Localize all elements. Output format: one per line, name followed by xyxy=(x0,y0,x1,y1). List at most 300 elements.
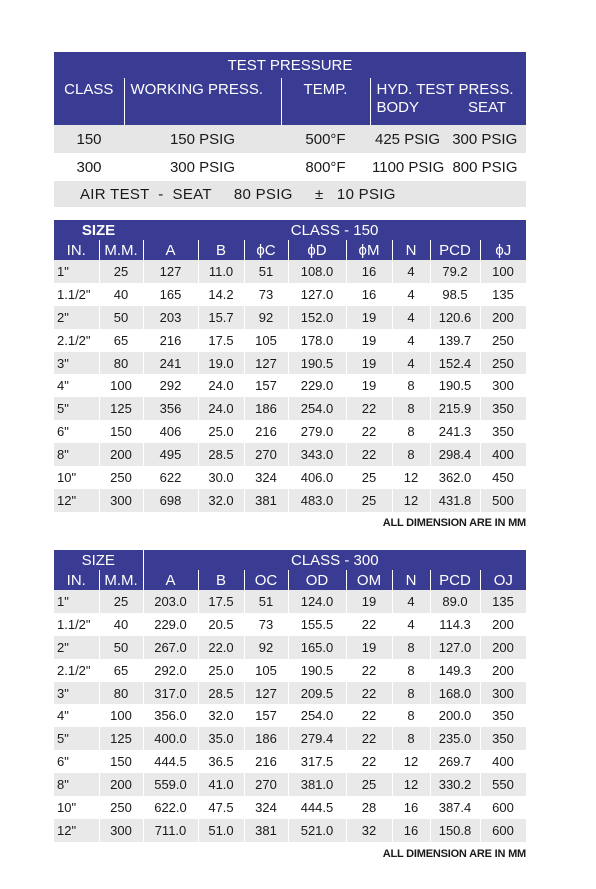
table-cell: 125 xyxy=(99,727,143,750)
table-cell: 139.7 xyxy=(430,329,480,352)
table-cell: 25 xyxy=(99,260,143,283)
table-cell: 4 xyxy=(392,260,430,283)
table-cell: 80 xyxy=(99,352,143,375)
table-cell: 65 xyxy=(99,659,143,682)
table-cell: 229.0 xyxy=(288,374,346,397)
table-cell: 215.9 xyxy=(430,397,480,420)
table-cell: 8 xyxy=(392,420,430,443)
table-cell: 381 xyxy=(244,489,288,512)
table-cell: 30.0 xyxy=(198,466,244,489)
table-cell: 35.0 xyxy=(198,727,244,750)
table-cell: 108.0 xyxy=(288,260,346,283)
column-header: A xyxy=(143,240,198,260)
table-cell: 270 xyxy=(244,443,288,466)
table-cell: 8 xyxy=(392,704,430,727)
table-cell: 22 xyxy=(346,727,392,750)
table-cell: 135 xyxy=(480,283,526,306)
tp-class: 300 xyxy=(54,153,124,181)
air-test-text: AIR TEST - SEAT 80 PSIG ± 10 PSIG xyxy=(80,185,396,203)
table-cell: 32.0 xyxy=(198,704,244,727)
table-cell: 22 xyxy=(346,397,392,420)
table-cell: 4 xyxy=(392,283,430,306)
table-cell: 10" xyxy=(54,466,99,489)
table-cell: 105 xyxy=(244,659,288,682)
table-cell: 483.0 xyxy=(288,489,346,512)
test-pressure-header-row xyxy=(54,78,526,125)
hyd-seat-header: SEAT xyxy=(467,99,507,116)
column-header: M.M. xyxy=(99,240,143,260)
table-row xyxy=(54,796,526,819)
tp-working: 150 PSIG xyxy=(124,125,281,153)
table-cell: 20.5 xyxy=(198,613,244,636)
table-cell: 19 xyxy=(346,306,392,329)
table-cell: 8" xyxy=(54,773,99,796)
table-cell: 500 xyxy=(480,489,526,512)
table-cell: 25.0 xyxy=(198,659,244,682)
table-cell: 200 xyxy=(480,636,526,659)
column-header: N xyxy=(392,570,430,590)
table-cell: 36.5 xyxy=(198,750,244,773)
column-header: A xyxy=(143,570,198,590)
table-cell: 356 xyxy=(143,397,198,420)
table-cell: 150 xyxy=(99,750,143,773)
table-cell: 8" xyxy=(54,443,99,466)
table-cell: 4" xyxy=(54,374,99,397)
table-cell: 235.0 xyxy=(430,727,480,750)
test-pressure-title-row xyxy=(54,52,526,78)
table-row xyxy=(54,420,526,443)
table-cell: 200 xyxy=(480,306,526,329)
table-cell: 32.0 xyxy=(198,489,244,512)
class-label: CLASS - 150 xyxy=(290,221,379,239)
column-header: B xyxy=(198,240,244,260)
table-cell: 2" xyxy=(54,306,99,329)
table-cell: 622 xyxy=(143,466,198,489)
table-cell: 135 xyxy=(480,590,526,613)
table-cell: 317.5 xyxy=(288,750,346,773)
table-cell: 200 xyxy=(480,659,526,682)
table-cell: 89.0 xyxy=(430,590,480,613)
hyd-header-line1: HYD. TEST PRESS. xyxy=(376,81,514,98)
column-header: IN. xyxy=(66,571,86,589)
table-cell: 343.0 xyxy=(288,443,346,466)
table-cell: 11.0 xyxy=(198,260,244,283)
table-cell: 521.0 xyxy=(288,819,346,842)
table-cell: 73 xyxy=(244,613,288,636)
table-row xyxy=(54,704,526,727)
table-cell: 127 xyxy=(244,352,288,375)
table-cell: 381 xyxy=(244,819,288,842)
table-cell: 2" xyxy=(54,636,99,659)
table-cell: 1" xyxy=(54,260,99,283)
table-cell: 12 xyxy=(392,750,430,773)
table-cell: 17.5 xyxy=(198,329,244,352)
table-cell: 250 xyxy=(480,329,526,352)
table-cell: 431.8 xyxy=(430,489,480,512)
table-cell: 2.1/2" xyxy=(54,329,99,352)
table-cell: 203 xyxy=(143,306,198,329)
table-cell: 80 xyxy=(99,682,143,705)
table-cell: 51 xyxy=(244,260,288,283)
table-cell: 4 xyxy=(392,590,430,613)
table-cell: 698 xyxy=(143,489,198,512)
table-cell: 157 xyxy=(244,704,288,727)
table-cell: 152.0 xyxy=(288,306,346,329)
column-header: N xyxy=(392,240,430,260)
table-cell: 17.5 xyxy=(198,590,244,613)
table-cell: 24.0 xyxy=(198,374,244,397)
table-cell: 79.2 xyxy=(430,260,480,283)
table-cell: 381.0 xyxy=(288,773,346,796)
table-cell: 622.0 xyxy=(143,796,198,819)
tp-class: 150 xyxy=(54,125,124,153)
table-cell: 406 xyxy=(143,420,198,443)
table-row xyxy=(54,443,526,466)
table-cell: 254.0 xyxy=(288,397,346,420)
table-row xyxy=(54,489,526,512)
class-150-body xyxy=(54,260,526,512)
table-cell: 216 xyxy=(244,750,288,773)
table-cell: 387.4 xyxy=(430,796,480,819)
column-header: ϕM xyxy=(346,240,392,260)
table-cell: 250 xyxy=(99,466,143,489)
table-cell: 317.0 xyxy=(143,682,198,705)
table-cell: 254.0 xyxy=(288,704,346,727)
column-header: ϕJ xyxy=(480,240,526,260)
table-cell: 16 xyxy=(392,819,430,842)
table-cell: 8 xyxy=(392,397,430,420)
table-cell: 19 xyxy=(346,352,392,375)
table-cell: 362.0 xyxy=(430,466,480,489)
class-300-note: ALL DIMENSION ARE IN MM xyxy=(382,848,526,860)
size-label: SIZE xyxy=(81,221,116,239)
table-cell: 350 xyxy=(480,397,526,420)
table-cell: 124.0 xyxy=(288,590,346,613)
table-cell: 152.4 xyxy=(430,352,480,375)
table-cell: 186 xyxy=(244,727,288,750)
table-cell: 127.0 xyxy=(288,283,346,306)
table-cell: 2.1/2" xyxy=(54,659,99,682)
table-row xyxy=(54,773,526,796)
table-cell: 155.5 xyxy=(288,613,346,636)
table-cell: 25 xyxy=(346,466,392,489)
table-row xyxy=(54,260,526,283)
table-cell: 200 xyxy=(99,443,143,466)
tp-working: 300 PSIG xyxy=(124,153,281,181)
table-cell: 73 xyxy=(244,283,288,306)
class-150-note: ALL DIMENSION ARE IN MM xyxy=(382,517,526,529)
table-cell: 356.0 xyxy=(143,704,198,727)
table-cell: 168.0 xyxy=(430,682,480,705)
table-row xyxy=(54,466,526,489)
table-cell: 267.0 xyxy=(143,636,198,659)
table-cell: 114.3 xyxy=(430,613,480,636)
table-cell: 22 xyxy=(346,613,392,636)
table-cell: 324 xyxy=(244,796,288,819)
column-header: IN. xyxy=(66,241,86,259)
table-cell: 190.5 xyxy=(288,659,346,682)
table-cell: 250 xyxy=(480,352,526,375)
table-cell: 400.0 xyxy=(143,727,198,750)
table-cell: 22.0 xyxy=(198,636,244,659)
table-cell: 12" xyxy=(54,819,99,842)
table-cell: 50 xyxy=(99,636,143,659)
column-header: M.M. xyxy=(99,570,143,590)
table-cell: 24.0 xyxy=(198,397,244,420)
air-test-row xyxy=(54,181,526,207)
col-hyd-header xyxy=(370,78,526,125)
table-cell: 3" xyxy=(54,682,99,705)
table-cell: 350 xyxy=(480,704,526,727)
table-cell: 8 xyxy=(392,636,430,659)
table-cell: 203.0 xyxy=(143,590,198,613)
table-cell: 200.0 xyxy=(430,704,480,727)
table-cell: 98.5 xyxy=(430,283,480,306)
col-temp-header: TEMP. xyxy=(281,78,370,125)
table-cell: 8 xyxy=(392,727,430,750)
table-cell: 125 xyxy=(99,397,143,420)
table-cell: 12 xyxy=(392,489,430,512)
table-row xyxy=(54,636,526,659)
table-cell: 51 xyxy=(244,590,288,613)
table-cell: 127.0 xyxy=(430,636,480,659)
table-cell: 298.4 xyxy=(430,443,480,466)
table-cell: 157 xyxy=(244,374,288,397)
table-row xyxy=(54,613,526,636)
table-cell: 28 xyxy=(346,796,392,819)
table-row xyxy=(54,590,526,613)
tp-hyd xyxy=(370,153,526,181)
table-cell: 711.0 xyxy=(143,819,198,842)
table-cell: 300 xyxy=(99,819,143,842)
table-cell: 190.5 xyxy=(288,352,346,375)
table-cell: 19.0 xyxy=(198,352,244,375)
table-cell: 250 xyxy=(99,796,143,819)
table-cell: 25 xyxy=(346,489,392,512)
table-cell: 92 xyxy=(244,306,288,329)
table-cell: 120.6 xyxy=(430,306,480,329)
table-cell: 19 xyxy=(346,329,392,352)
table-cell: 241 xyxy=(143,352,198,375)
table-cell: 149.3 xyxy=(430,659,480,682)
table-cell: 216 xyxy=(143,329,198,352)
table-cell: 450 xyxy=(480,466,526,489)
table-cell: 22 xyxy=(346,659,392,682)
table-cell: 14.2 xyxy=(198,283,244,306)
table-cell: 16 xyxy=(392,796,430,819)
table-cell: 28.5 xyxy=(198,682,244,705)
table-row xyxy=(54,283,526,306)
table-cell: 229.0 xyxy=(143,613,198,636)
table-cell: 165 xyxy=(143,283,198,306)
table-cell: 200 xyxy=(480,613,526,636)
table-cell: 47.5 xyxy=(198,796,244,819)
table-cell: 600 xyxy=(480,819,526,842)
table-cell: 150 xyxy=(99,420,143,443)
table-cell: 270 xyxy=(244,773,288,796)
class-150-header-row xyxy=(54,240,526,260)
table-cell: 16 xyxy=(346,260,392,283)
table-cell: 10" xyxy=(54,796,99,819)
hyd-body-header: BODY xyxy=(376,99,420,116)
table-cell: 4 xyxy=(392,613,430,636)
table-row xyxy=(54,819,526,842)
table-cell: 279.0 xyxy=(288,420,346,443)
table-row xyxy=(54,374,526,397)
table-row xyxy=(54,682,526,705)
table-cell: 22 xyxy=(346,443,392,466)
table-cell: 32 xyxy=(346,819,392,842)
table-cell: 1.1/2" xyxy=(54,283,99,306)
table-row xyxy=(54,659,526,682)
table-row xyxy=(54,352,526,375)
table-cell: 92 xyxy=(244,636,288,659)
table-row xyxy=(54,397,526,420)
table-cell: 241.3 xyxy=(430,420,480,443)
table-cell: 25.0 xyxy=(198,420,244,443)
column-header: B xyxy=(198,570,244,590)
test-pressure-row xyxy=(54,153,526,181)
table-cell: 40 xyxy=(99,613,143,636)
table-cell: 4 xyxy=(392,306,430,329)
table-cell: 495 xyxy=(143,443,198,466)
table-cell: 19 xyxy=(346,374,392,397)
table-cell: 300 xyxy=(480,682,526,705)
table-cell: 216 xyxy=(244,420,288,443)
column-header: PCD xyxy=(430,570,480,590)
table-cell: 209.5 xyxy=(288,682,346,705)
table-cell: 150.8 xyxy=(430,819,480,842)
table-cell: 200 xyxy=(99,773,143,796)
table-row xyxy=(54,329,526,352)
table-cell: 127 xyxy=(143,260,198,283)
col-working-header: WORKING PRESS. xyxy=(124,78,281,125)
column-header: OJ xyxy=(480,570,526,590)
table-cell: 1.1/2" xyxy=(54,613,99,636)
table-cell: 100 xyxy=(99,704,143,727)
column-header: ϕC xyxy=(244,240,288,260)
column-header: OD xyxy=(288,570,346,590)
table-cell: 292.0 xyxy=(143,659,198,682)
table-cell: 8 xyxy=(392,374,430,397)
class-300-body xyxy=(54,590,526,842)
table-cell: 12" xyxy=(54,489,99,512)
table-cell: 8 xyxy=(392,659,430,682)
test-pressure-title: TEST PRESSURE xyxy=(227,56,353,74)
table-cell: 444.5 xyxy=(143,750,198,773)
table-cell: 105 xyxy=(244,329,288,352)
table-cell: 65 xyxy=(99,329,143,352)
tp-temp: 800°F xyxy=(281,153,370,181)
table-cell: 1" xyxy=(54,590,99,613)
tp-hyd xyxy=(370,125,526,153)
table-cell: 25 xyxy=(346,773,392,796)
class-300-header-row xyxy=(54,570,526,590)
test-pressure-row xyxy=(54,125,526,153)
column-header: OC xyxy=(244,570,288,590)
class-150-title-row xyxy=(54,220,526,240)
table-cell: 269.7 xyxy=(430,750,480,773)
table-cell: 292 xyxy=(143,374,198,397)
table-cell: 28.5 xyxy=(198,443,244,466)
class-300-table xyxy=(54,550,526,842)
table-cell: 6" xyxy=(54,750,99,773)
table-cell: 406.0 xyxy=(288,466,346,489)
table-cell: 400 xyxy=(480,443,526,466)
table-cell: 350 xyxy=(480,727,526,750)
table-cell: 51.0 xyxy=(198,819,244,842)
table-cell: 350 xyxy=(480,420,526,443)
tp-body: 1100 PSIG xyxy=(372,158,445,176)
table-cell: 4 xyxy=(392,329,430,352)
table-cell: 4 xyxy=(392,352,430,375)
class-300-title-row xyxy=(54,550,526,570)
size-label: SIZE xyxy=(81,551,115,569)
table-cell: 12 xyxy=(392,466,430,489)
table-cell: 19 xyxy=(346,590,392,613)
table-cell: 4" xyxy=(54,704,99,727)
table-cell: 127 xyxy=(244,682,288,705)
table-cell: 5" xyxy=(54,727,99,750)
table-cell: 100 xyxy=(480,260,526,283)
table-cell: 190.5 xyxy=(430,374,480,397)
table-row xyxy=(54,750,526,773)
column-header: OM xyxy=(346,570,392,590)
table-cell: 22 xyxy=(346,682,392,705)
class-label: CLASS - 300 xyxy=(143,550,526,570)
table-cell: 550 xyxy=(480,773,526,796)
table-cell: 330.2 xyxy=(430,773,480,796)
table-cell: 400 xyxy=(480,750,526,773)
col-class-header: CLASS xyxy=(64,81,114,98)
table-cell: 22 xyxy=(346,704,392,727)
table-cell: 3" xyxy=(54,352,99,375)
table-cell: 16 xyxy=(346,283,392,306)
table-cell: 279.4 xyxy=(288,727,346,750)
table-row xyxy=(54,727,526,750)
table-cell: 559.0 xyxy=(143,773,198,796)
table-cell: 22 xyxy=(346,750,392,773)
table-cell: 22 xyxy=(346,420,392,443)
table-cell: 5" xyxy=(54,397,99,420)
table-cell: 178.0 xyxy=(288,329,346,352)
tp-seat: 800 PSIG xyxy=(452,158,518,176)
column-header: ϕD xyxy=(288,240,346,260)
table-cell: 40 xyxy=(99,283,143,306)
table-cell: 41.0 xyxy=(198,773,244,796)
table-cell: 324 xyxy=(244,466,288,489)
table-cell: 25 xyxy=(99,590,143,613)
table-cell: 8 xyxy=(392,682,430,705)
tp-body: 425 PSIG xyxy=(375,130,441,148)
class-150-table xyxy=(54,220,526,512)
table-cell: 12 xyxy=(392,773,430,796)
table-cell: 600 xyxy=(480,796,526,819)
table-cell: 100 xyxy=(99,374,143,397)
table-cell: 8 xyxy=(392,443,430,466)
table-row xyxy=(54,306,526,329)
table-cell: 300 xyxy=(480,374,526,397)
table-cell: 19 xyxy=(346,636,392,659)
table-cell: 15.7 xyxy=(198,306,244,329)
tp-temp: 500°F xyxy=(281,125,370,153)
table-cell: 6" xyxy=(54,420,99,443)
tp-seat: 300 PSIG xyxy=(452,130,518,148)
column-header: PCD xyxy=(430,240,480,260)
table-cell: 165.0 xyxy=(288,636,346,659)
table-cell: 186 xyxy=(244,397,288,420)
test-pressure-table xyxy=(54,52,526,207)
